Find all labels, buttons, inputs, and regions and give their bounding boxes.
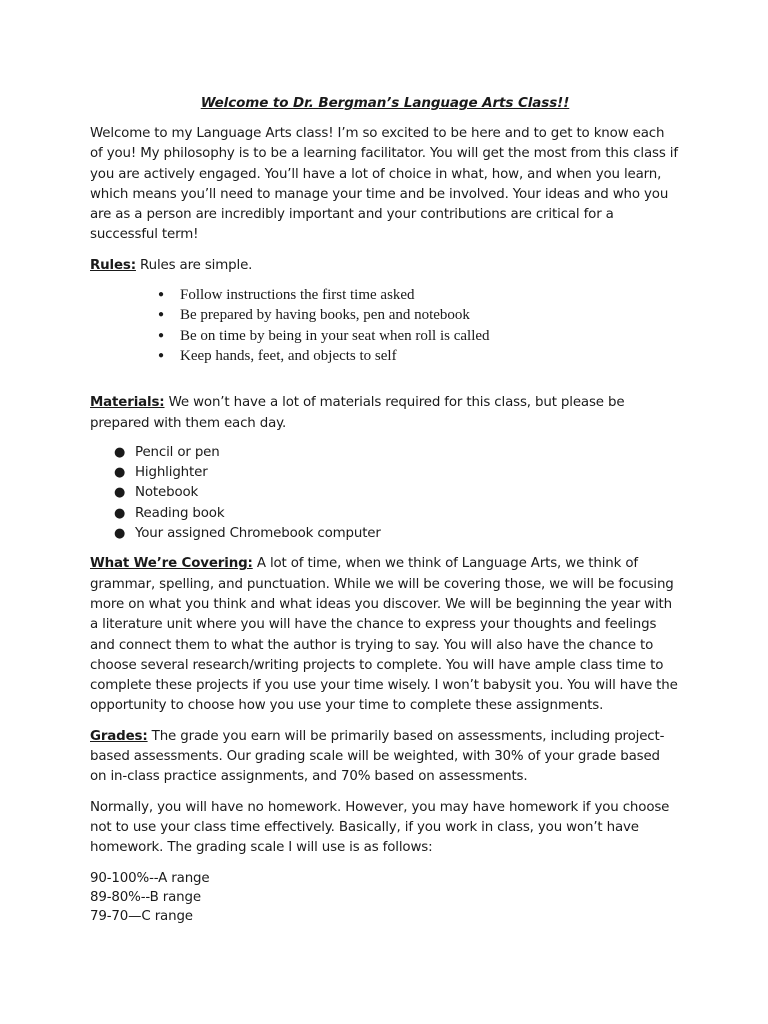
list-item <box>158 326 680 346</box>
bullet-icon: ● <box>114 505 126 521</box>
covering-heading: What We’re Covering: <box>90 556 253 572</box>
bullet-icon: ● <box>114 444 126 460</box>
bullet-icon: ● <box>114 465 126 481</box>
list-item <box>158 285 680 305</box>
rule-text: Be prepared by having books, pen and notebook <box>180 307 470 324</box>
rules-list <box>90 285 680 366</box>
document-page <box>90 94 680 926</box>
bullet-icon: ● <box>114 485 126 501</box>
rules-heading: Rules: <box>90 257 136 273</box>
grades-text: The grade you earn will be primarily based on assessments, including project-based assessments. Our grading scale will be weighted, with 30% of your grade based on in-class practice assignments, and 70% based on assessments. <box>90 728 665 785</box>
covering-text: A lot of time, when we think of Language Arts, we think of grammar, spelling, and punctuation. While we will be covering those, we will be focusing more on what you think and what ideas you discover. We will be beginning the year with a literature unit where you will have the chance to express your thoughts and feelings and connect them to what the author is trying to say. You will also have the chance to choose several research/writing projects to complete. You will have ample class time to complete these projects if you use your time wisely. I won’t babysit you. You will have the opportunity to choose how you use your time to complete these assignments. <box>90 556 678 714</box>
covering-paragraph <box>90 554 680 716</box>
materials-paragraph <box>90 393 680 434</box>
grades-paragraph <box>90 727 680 788</box>
grading-scale-line: 79-70—C range <box>90 909 193 925</box>
homework-paragraph: Normally, you will have no homework. However, you may have homework if you choose not to use your class time effectively. Basically, if you work in class, you won’t have homework. The grading scale I will use is as follows: <box>90 799 670 856</box>
rule-text: Follow instructions the first time asked <box>180 287 415 304</box>
material-text: Your assigned Chromebook computer <box>135 526 381 542</box>
grades-heading: Grades: <box>90 728 148 744</box>
rules-text: Rules are simple. <box>135 257 253 273</box>
material-text: Highlighter <box>135 465 208 481</box>
bullet-icon: ● <box>158 289 165 301</box>
list-item <box>114 504 680 524</box>
list-item <box>158 346 680 366</box>
rule-text: Be on time by being in your seat when roll is called <box>180 327 490 344</box>
list-item <box>158 305 680 325</box>
list-item <box>114 443 680 463</box>
list-item <box>114 463 680 483</box>
material-text: Reading book <box>135 505 225 521</box>
intro-paragraph: Welcome to my Language Arts class! I’m so excited to be here and to get to know each of you! My philosophy is to be a learning facilitator. You will get the most from this class if you are actively engaged. You’ll have a lot of choice in what, how, and when you learn, which means you’ll need to manage your time and be involved. Your ideas and who you are as a person are incredibly important and your contributions are critical for a successful term! <box>90 126 678 243</box>
list-item <box>114 524 680 544</box>
grading-scale-line: 89-80%--B range <box>90 889 201 905</box>
bullet-icon: ● <box>158 349 165 361</box>
bullet-icon: ● <box>158 309 165 321</box>
materials-text: We won’t have a lot of materials required for this class, but please be prepared with them each day. <box>90 395 625 431</box>
rule-text: Keep hands, feet, and objects to self <box>180 347 397 364</box>
list-item <box>114 483 680 503</box>
bullet-icon: ● <box>158 329 165 341</box>
materials-heading: Materials: <box>90 395 165 411</box>
material-text: Pencil or pen <box>135 444 220 460</box>
rules-paragraph <box>90 256 680 276</box>
document-title: Welcome to Dr. Bergman’s Language Arts Class!! <box>200 95 570 111</box>
grading-scale <box>90 869 680 927</box>
material-text: Notebook <box>135 485 199 501</box>
grading-scale-line: 90-100%--A range <box>90 870 210 886</box>
bullet-icon: ● <box>114 526 126 542</box>
materials-list <box>90 443 680 544</box>
